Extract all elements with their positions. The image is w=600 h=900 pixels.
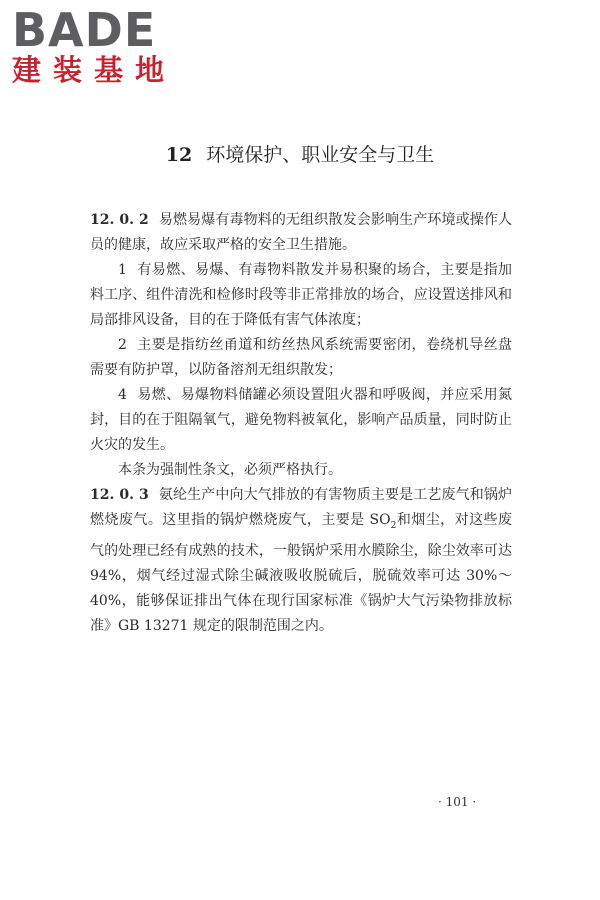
item-number: 2	[118, 337, 127, 353]
chapter-title-text: 环境保护、职业安全与卫生	[206, 144, 435, 166]
item-number: 1	[118, 262, 127, 278]
clause-number: 12. 0. 2	[90, 212, 149, 228]
item-number: 4	[118, 387, 127, 403]
page-number: · 101 ·	[438, 795, 477, 809]
item-text: 易燃、易爆物料储罐必须设置阻火器和呼吸阀，并应采用氮封，目的在于阻隔氧气，避免物料被氧化，影响产品质量，同时防止火灾的发生。	[90, 387, 512, 453]
clause-text-part2: 和烟尘，对这些废气的处理已经有成熟的技术，一般锅炉采用水膜除尘，除尘效率可达 94%，烟气经过湿式除尘碱液吸收脱硫后，脱硫效率可达 30%～40%，能够保证排出气体在现行国家标准《锅炉大气污染物排放标准》GB 13271 规定的限制范围之内。	[90, 512, 512, 634]
item-text: 有易燃、易爆、有毒物料散发并易积聚的场合，主要是指加料工序、组件清洗和检修时段等非正常排放的场合，应设置送排风和局部排风设备，目的在于降低有害气体浓度；	[90, 262, 512, 328]
clause-12-0-3	[90, 483, 512, 639]
mandatory-note: 本条为强制性条文，必须严格执行。	[118, 462, 342, 478]
item-text: 主要是指纺丝甬道和纺丝热风系统需要密闭，卷绕机导丝盘需要有防护罩，以防备溶剂无组织散发；	[90, 337, 512, 378]
clause-text: 易燃易爆有毒物料的无组织散发会影响生产环境或操作人员的健康，故应采取严格的安全卫生措施。	[90, 212, 513, 253]
document-body	[90, 208, 512, 639]
clause-text-part1: 氨纶生产中向大气排放的有害物质主要是工艺废气和锅炉燃烧废气。这里指的锅炉燃烧废气，主要是 SO	[90, 487, 513, 528]
subscript: 2	[390, 520, 397, 531]
list-item	[90, 258, 512, 333]
logo-wordmark: BADE	[12, 3, 157, 57]
list-item	[90, 383, 512, 458]
chapter-title	[0, 140, 600, 167]
list-item	[90, 333, 512, 383]
bade-logo	[12, 4, 182, 86]
logo-subtitle: 建装基地	[12, 53, 177, 87]
clause-number: 12. 0. 3	[90, 487, 149, 503]
chapter-number: 12	[165, 144, 193, 166]
clause-12-0-2	[90, 208, 512, 258]
